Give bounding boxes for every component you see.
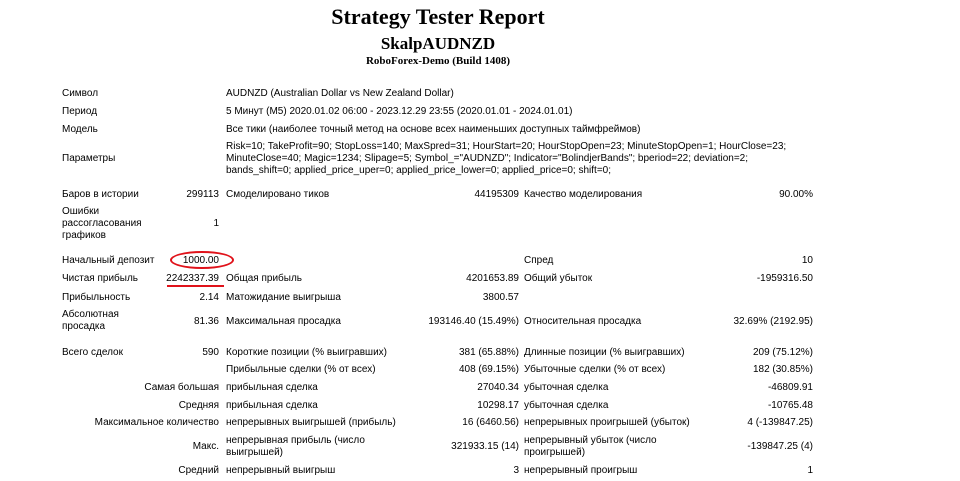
deposit-label: Начальный депозит	[62, 255, 155, 266]
period-label: Период	[62, 106, 98, 117]
symbol-label: Символ	[62, 88, 99, 99]
avg-loss-value: 1	[807, 465, 813, 476]
params-line-1: Risk=10; TakeProfit=90; StopLoss=140; MaxSpred=31; HourStart=20; HourStopOpen=23; MinuteStopOpen=1; HourClose=23;	[226, 141, 787, 152]
ticks-value: 44195309	[474, 189, 519, 200]
abs-drawdown-label: Абсолютная просадка	[62, 309, 119, 332]
errors-value: 1	[213, 218, 219, 229]
model-value: Все тики (наиболее точный метод на основе всех наименьших доступных таймфреймов)	[226, 124, 641, 135]
total-trades-label: Всего сделок	[62, 347, 123, 358]
max-win-value: 321933.15 (14)	[451, 441, 519, 452]
max-loss-value: -139847.25 (4)	[747, 441, 813, 452]
report-title: Strategy Tester Report	[331, 4, 545, 29]
spread-value: 10	[801, 255, 813, 266]
win-trades-label: Прибыльные сделки (% от всех)	[226, 364, 376, 375]
payoff-value: 3800.57	[482, 292, 519, 303]
abs-drawdown-value: 81.36	[193, 316, 219, 327]
largest-label: Самая большая	[144, 382, 219, 393]
long-positions-label: Длинные позиции (% выигравших)	[524, 347, 685, 358]
average-win-label: прибыльная сделка	[226, 400, 318, 411]
long-positions-value: 209 (75.12%)	[752, 347, 813, 358]
payoff-label: Матожидание выигрыша	[226, 292, 341, 303]
period-value: 5 Минут (M5) 2020.01.02 06:00 - 2023.12.29 23:55 (2020.01.01 - 2024.01.01)	[226, 106, 573, 117]
deposit-value: 1000.00	[182, 255, 219, 266]
max-drawdown-value: 193146.40 (15.49%)	[428, 316, 519, 327]
maxcount-win-value: 16 (6460.56)	[462, 417, 519, 428]
errors-label: Ошибки рассогласования графиков	[62, 206, 142, 241]
rel-drawdown-label: Относительная просадка	[524, 316, 642, 327]
largest-win-value: 27040.34	[477, 382, 519, 393]
net-profit-label: Чистая прибыль	[62, 273, 138, 284]
total-trades-value: 590	[202, 347, 219, 358]
profit-factor-label: Прибыльность	[62, 292, 131, 303]
gross-profit-label: Общая прибыль	[226, 273, 303, 284]
symbol-value: AUDNZD (Australian Dollar vs New Zealand Dollar)	[226, 88, 454, 99]
deposit-highlight-oval	[170, 251, 234, 269]
average-loss-value: -10765.48	[767, 400, 813, 411]
gross-profit-value: 4201653.89	[466, 273, 519, 284]
avg-label: Средний	[178, 465, 219, 476]
expert-name: SkalpAUDNZD	[380, 34, 496, 53]
avg-loss-label: непрерывный проигрыш	[524, 465, 638, 476]
win-trades-value: 408 (69.15%)	[458, 364, 519, 375]
gross-loss-label: Общий убыток	[524, 273, 593, 284]
net-profit-underline	[167, 285, 224, 287]
quality-value: 90.00%	[779, 189, 813, 200]
rel-drawdown-value: 32.69% (2192.95)	[733, 316, 813, 327]
params-line-2: MinuteClose=40; Magic=1234; Slipage=5; Symbol_="AUDNZD"; Indicator="BolindjerBands"; bperiod=22; deviation=2;	[226, 153, 749, 164]
largest-loss-label: убыточная сделка	[524, 382, 609, 393]
largest-loss-value: -46809.91	[767, 382, 813, 393]
maxcount-loss-label: непрерывных проигрышей (убыток)	[524, 417, 690, 428]
bars-value: 299113	[186, 189, 219, 200]
maxcount-label: Максимальное количество	[94, 417, 219, 428]
max-loss-label: непрерывный убыток (число проигрышей)	[524, 435, 657, 458]
average-win-value: 10298.17	[477, 400, 519, 411]
average-label: Средняя	[178, 400, 219, 411]
short-positions-label: Короткие позиции (% выигравших)	[226, 347, 387, 358]
params-line-3: bands_shift=0; applied_price_uper=0; applied_price_lower=0; applied_price=0; shift=0;	[226, 165, 611, 176]
quality-label: Качество моделирования	[524, 189, 643, 200]
ticks-label: Смоделировано тиков	[226, 189, 330, 200]
lose-trades-label: Убыточные сделки (% от всех)	[524, 364, 666, 375]
short-positions-value: 381 (65.88%)	[458, 347, 519, 358]
average-loss-label: убыточная сделка	[524, 400, 609, 411]
avg-win-value: 3	[513, 465, 519, 476]
spread-label: Спред	[524, 255, 554, 266]
max-drawdown-label: Максимальная просадка	[226, 316, 341, 327]
gross-loss-value: -1959316.50	[756, 273, 813, 284]
maxcount-win-label: непрерывных выигрышей (прибыль)	[226, 417, 396, 428]
max-label: Макс.	[192, 441, 219, 452]
profit-factor-value: 2.14	[199, 292, 219, 303]
avg-win-label: непрерывный выигрыш	[226, 465, 336, 476]
bars-label: Баров в истории	[62, 189, 139, 200]
params-label: Параметры	[62, 153, 116, 164]
max-win-label: непрерывная прибыль (число выигрышей)	[226, 435, 365, 458]
net-profit-value: 2242337.39	[166, 273, 219, 284]
largest-win-label: прибыльная сделка	[226, 382, 318, 393]
maxcount-loss-value: 4 (-139847.25)	[747, 417, 813, 428]
broker-build: RoboForex-Demo (Build 1408)	[365, 55, 510, 67]
model-label: Модель	[62, 124, 98, 135]
lose-trades-value: 182 (30.85%)	[752, 364, 813, 375]
